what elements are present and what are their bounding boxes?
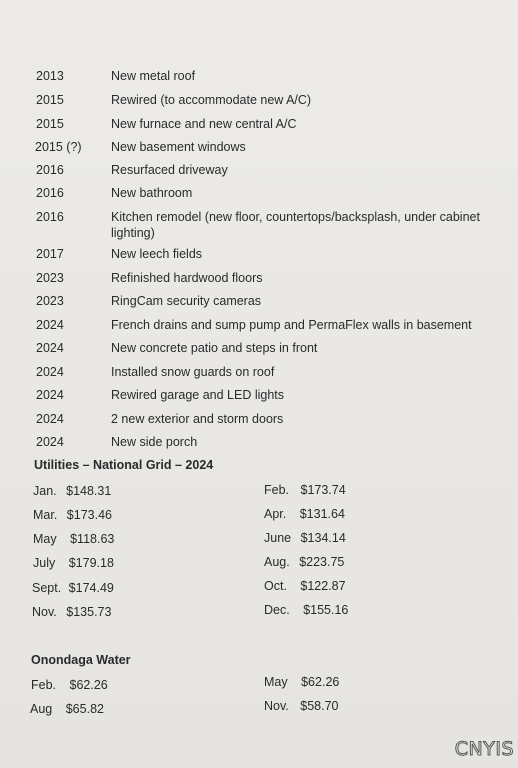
improvement-year: 2016 (36, 163, 64, 177)
improvement-year: 2017 (36, 247, 64, 261)
improvement-description: Kitchen remodel (new floor, countertops/backsplash, under cabinet lighting) (111, 210, 480, 240)
improvement-description: French drains and sump pump and PermaFlex walls in basement (111, 318, 472, 332)
improvement-description: New furnace and new central A/C (111, 117, 297, 131)
improvement-description: New leech fields (111, 247, 203, 261)
utility-entry (32, 580, 114, 596)
utility-entry (33, 507, 112, 523)
utility-month: Feb. (264, 483, 290, 497)
utility-month: Jan. (33, 484, 57, 498)
water-amount: $62.26 (69, 678, 108, 692)
improvement-description: Refinished hardwood floors (111, 271, 263, 285)
improvement-description: New basement windows (111, 140, 246, 154)
utility-amount: $223.75 (299, 555, 345, 569)
improvement-year: 2015 (36, 93, 64, 107)
improvement-description: RingCam security cameras (111, 294, 262, 308)
utility-entry (264, 530, 346, 546)
utility-month: Sept. (32, 581, 62, 595)
improvement-year: 2024 (36, 318, 64, 332)
improvement-description: New bathroom (111, 186, 193, 200)
water-month: Aug (30, 702, 53, 716)
utility-amount: $148.31 (66, 484, 112, 498)
improvement-year: 2015 (36, 117, 64, 131)
utility-entry (33, 531, 114, 547)
utility-amount: $179.18 (68, 556, 114, 570)
utility-entry (32, 604, 111, 620)
utility-month: July (33, 556, 56, 570)
improvement-year: 2023 (36, 271, 64, 285)
water-heading: Onondaga Water (31, 653, 131, 667)
improvement-year: 2015 (?) (35, 140, 82, 154)
utility-month: Apr. (264, 507, 287, 521)
utility-entry (264, 578, 346, 594)
water-amount: $62.26 (301, 675, 340, 689)
utility-month: June (264, 531, 292, 545)
improvement-description: Resurfaced driveway (111, 163, 228, 177)
water-entry (264, 698, 339, 714)
utility-month: Nov. (32, 605, 57, 619)
utility-amount: $155.16 (303, 603, 349, 617)
utility-entry (264, 554, 344, 570)
improvement-description: New side porch (111, 435, 198, 449)
improvement-description: Rewired (to accommodate new A/C) (111, 93, 312, 107)
utility-amount: $118.63 (70, 532, 115, 546)
utility-amount: $134.14 (300, 531, 346, 545)
utility-entry (33, 555, 114, 571)
water-month: Nov. (264, 699, 289, 713)
utility-month: Aug. (264, 555, 290, 569)
improvement-year: 2024 (36, 341, 64, 355)
utility-month: Mar. (33, 508, 58, 522)
utility-month: Dec. (264, 603, 290, 617)
utility-month: Oct. (264, 579, 287, 593)
water-entry (30, 701, 104, 717)
improvement-year: 2013 (36, 69, 64, 83)
utility-entry (264, 602, 348, 618)
utility-entry (264, 482, 346, 498)
utilities-heading: Utilities – National Grid – 2024 (34, 458, 214, 472)
improvement-year: 2016 (36, 186, 64, 200)
water-month: Feb. (31, 678, 57, 692)
improvement-description: New concrete patio and steps in front (111, 341, 318, 355)
improvement-description: 2 new exterior and storm doors (111, 412, 284, 426)
utility-entry (264, 506, 345, 522)
improvement-year: 2024 (36, 412, 64, 426)
utility-entry (33, 483, 111, 499)
improvement-year: 2024 (36, 435, 64, 449)
improvement-description: New metal roof (111, 69, 196, 83)
utility-amount: $122.87 (300, 579, 346, 593)
utility-month: May (33, 532, 57, 546)
water-entry (31, 677, 108, 693)
improvement-year: 2024 (36, 365, 64, 379)
improvement-year: 2024 (36, 388, 64, 402)
utility-amount: $173.46 (66, 508, 112, 522)
utility-amount: $135.73 (66, 605, 112, 619)
water-amount: $65.82 (65, 702, 104, 716)
utility-amount: $131.64 (299, 507, 345, 521)
improvement-description: Rewired garage and LED lights (111, 388, 285, 402)
cnyis-watermark: CNYIS (454, 738, 514, 760)
improvement-year: 2016 (36, 210, 64, 224)
improvement-year: 2023 (36, 294, 64, 308)
improvement-description: Installed snow guards on roof (111, 365, 275, 379)
water-amount: $58.70 (300, 699, 339, 713)
water-entry (264, 674, 339, 690)
water-month: May (264, 675, 288, 689)
utility-amount: $174.49 (68, 581, 114, 595)
utility-amount: $173.74 (300, 483, 346, 497)
